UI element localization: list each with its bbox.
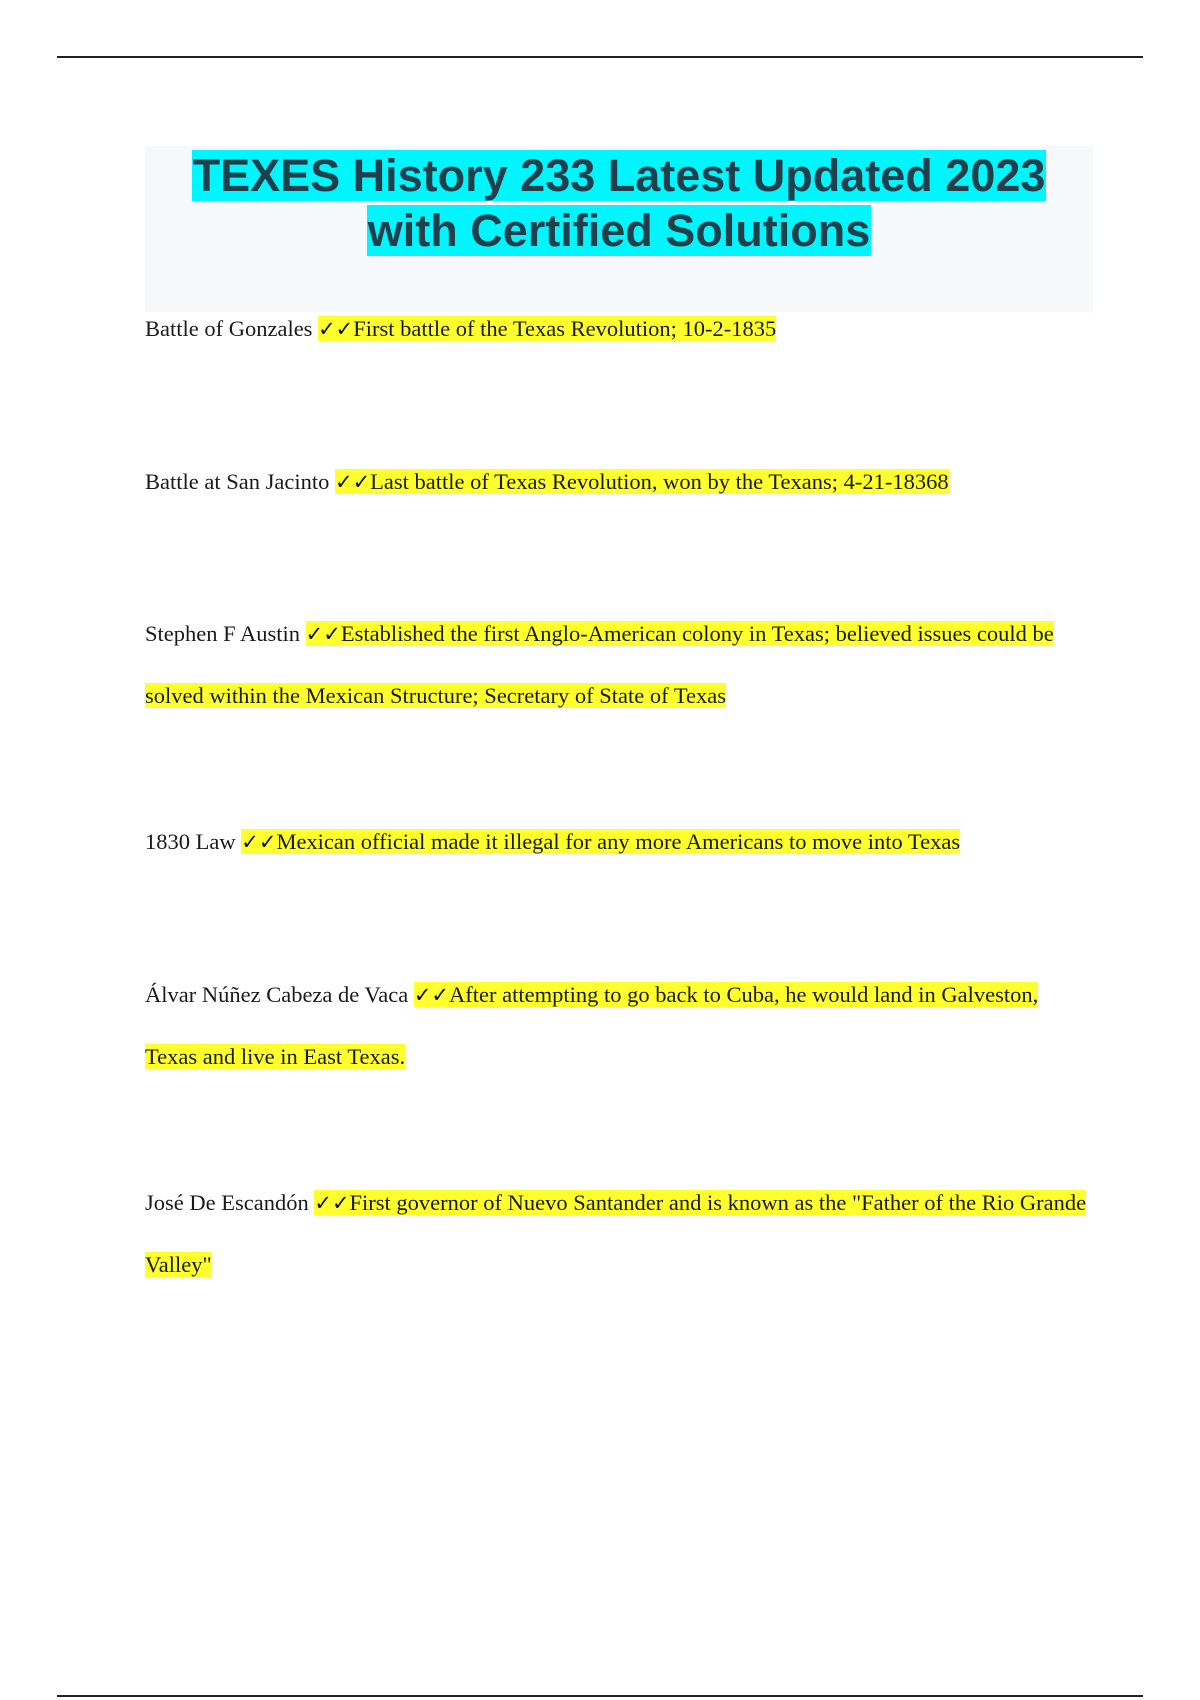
entry-term: Stephen F Austin: [145, 621, 301, 646]
title-line-1: TEXES History 233 Latest Updated 2023: [192, 150, 1046, 201]
double-check-icon: ✓✓: [305, 622, 341, 646]
qa-entry: [145, 1172, 1095, 1295]
qa-entry: [145, 964, 1095, 1087]
title-line-2: with Certified Solutions: [367, 205, 871, 256]
entry-answer: Mexican official made it illegal for any more Americans to move into Texas: [276, 829, 961, 854]
double-check-icon: ✓✓: [314, 1191, 350, 1215]
entry-answer: Last battle of Texas Revolution, won by the Texans; 4-21-18368: [370, 469, 949, 494]
entry-term: Battle at San Jacinto: [145, 469, 330, 494]
qa-entry: [145, 451, 1095, 513]
double-check-icon: ✓✓: [318, 317, 354, 341]
double-check-icon: ✓✓: [334, 470, 371, 494]
entry-term: Battle of Gonzales: [145, 316, 313, 341]
entry-term: José De Escandón: [145, 1190, 309, 1215]
double-check-icon: ✓✓: [241, 830, 277, 854]
footer-rule: [57, 1695, 1143, 1697]
entry-answer: First governor of Nuevo Santander and is known as the "Father of the Rio Grande Valley": [145, 1190, 1087, 1277]
qa-entry: [145, 811, 1095, 873]
page-title: [145, 148, 1093, 258]
entry-answer-highlight: [335, 469, 949, 494]
entry-answer: First battle of the Texas Revolution; 10-2-1835: [353, 316, 777, 341]
entry-answer: Established the first Anglo-American colony in Texas; believed issues could be solved within the Mexican Structure; Secretary of State of Texas: [145, 621, 1054, 708]
qa-entry: [145, 603, 1095, 726]
entry-term: Álvar Núñez Cabeza de Vaca: [145, 982, 409, 1007]
entry-answer-highlight: [241, 829, 960, 854]
entry-answer-highlight: [318, 316, 776, 341]
entry-term: 1830 Law: [145, 829, 236, 854]
header-rule: [57, 56, 1143, 58]
entry-answer: After attempting to go back to Cuba, he would land in Galveston, Texas and live in East Texas.: [145, 982, 1039, 1069]
qa-entry: [145, 298, 1095, 360]
double-check-icon: ✓✓: [413, 983, 450, 1007]
